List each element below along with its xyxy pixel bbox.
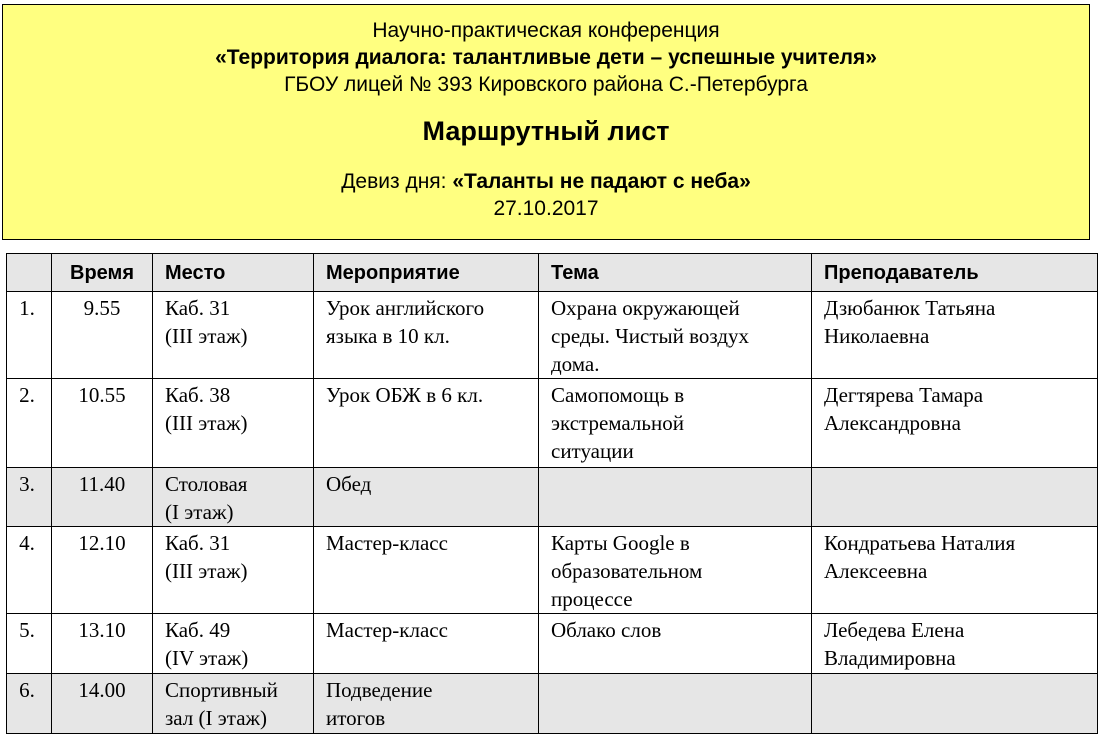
row-number: 4. bbox=[7, 527, 52, 614]
row-event-line: Мастер-класс bbox=[326, 531, 448, 555]
row-teacher-line: Алексеевна bbox=[824, 559, 928, 583]
row-place-line: Каб. 49 bbox=[165, 618, 231, 642]
row-event bbox=[314, 292, 539, 379]
row-event-line: Обед bbox=[326, 472, 372, 496]
row-event bbox=[314, 379, 539, 468]
row-topic-line: ситуации bbox=[551, 439, 634, 463]
row-topic bbox=[539, 379, 812, 468]
row-place-line: зал (I этаж) bbox=[165, 706, 268, 730]
row-time: 14.00 bbox=[52, 674, 153, 734]
table-header-row bbox=[7, 254, 1098, 292]
header-num bbox=[7, 254, 52, 292]
row-place-line: (III этаж) bbox=[165, 559, 248, 583]
row-place bbox=[153, 674, 314, 734]
table-row bbox=[7, 379, 1098, 468]
row-event-line: Подведение bbox=[326, 678, 433, 702]
row-event-line: Урок английского bbox=[326, 296, 485, 320]
row-topic-line: образовательном bbox=[551, 559, 703, 583]
row-topic bbox=[539, 674, 812, 734]
row-teacher bbox=[812, 292, 1098, 379]
header-time: Время bbox=[52, 254, 153, 292]
row-time: 10.55 bbox=[52, 379, 153, 468]
row-topic bbox=[539, 468, 812, 527]
row-place bbox=[153, 614, 314, 674]
row-teacher bbox=[812, 379, 1098, 468]
row-place bbox=[153, 527, 314, 614]
row-teacher-line: Дегтярева Тамара bbox=[824, 383, 984, 407]
table-row bbox=[7, 527, 1098, 614]
row-time: 12.10 bbox=[52, 527, 153, 614]
row-topic bbox=[539, 527, 812, 614]
row-event-line: Урок ОБЖ в 6 кл. bbox=[326, 383, 484, 407]
row-place-line: Каб. 31 bbox=[165, 531, 231, 555]
row-place-line: Спортивный bbox=[165, 678, 278, 702]
row-number: 3. bbox=[7, 468, 52, 527]
header-place: Место bbox=[153, 254, 314, 292]
row-number: 6. bbox=[7, 674, 52, 734]
conference-title: «Территория диалога: талантливые дети – успешные учителя» bbox=[215, 46, 877, 69]
row-place bbox=[153, 292, 314, 379]
row-topic-line: процессе bbox=[551, 587, 633, 611]
row-topic-line: дома. bbox=[551, 352, 600, 376]
row-place-line: (III этаж) bbox=[165, 324, 248, 348]
row-teacher bbox=[812, 614, 1098, 674]
row-time: 13.10 bbox=[52, 614, 153, 674]
row-topic-line: Карты Google в bbox=[551, 531, 690, 555]
row-teacher-line: Дзюбанюк Татьяна bbox=[824, 296, 996, 320]
row-event-line: Мастер-класс bbox=[326, 618, 448, 642]
row-event-line: итогов bbox=[326, 706, 386, 730]
row-time: 11.40 bbox=[52, 468, 153, 527]
row-teacher bbox=[812, 468, 1098, 527]
row-teacher-line: Лебедева Елена bbox=[824, 618, 965, 642]
row-place-line: (IV этаж) bbox=[165, 646, 249, 670]
row-topic bbox=[539, 614, 812, 674]
row-number: 2. bbox=[7, 379, 52, 468]
motto-label: Девиз дня: bbox=[341, 170, 453, 193]
row-place-line: Каб. 38 bbox=[165, 383, 231, 407]
conference-label: Научно-практическая конференция bbox=[372, 19, 720, 42]
row-teacher bbox=[812, 527, 1098, 614]
row-topic-line: Облако слов bbox=[551, 618, 662, 642]
row-teacher-line: Кондратьева Наталия bbox=[824, 531, 1016, 555]
row-event bbox=[314, 527, 539, 614]
event-date: 27.10.2017 bbox=[493, 197, 599, 220]
table-row bbox=[7, 292, 1098, 379]
row-place-line: Столовая bbox=[165, 472, 248, 496]
table-row bbox=[7, 674, 1098, 734]
conference-banner bbox=[2, 4, 1090, 240]
row-event bbox=[314, 468, 539, 527]
row-teacher-line: Николаевна bbox=[824, 324, 930, 348]
row-topic bbox=[539, 292, 812, 379]
row-topic-line: Охрана окружающей bbox=[551, 296, 740, 320]
page-title: Маршрутный лист bbox=[422, 116, 670, 146]
row-number: 5. bbox=[7, 614, 52, 674]
route-table bbox=[6, 253, 1098, 734]
route-table-body bbox=[7, 292, 1098, 734]
motto bbox=[3, 170, 1089, 194]
table-row bbox=[7, 468, 1098, 527]
row-teacher-line: Александровна bbox=[824, 411, 961, 435]
row-time: 9.55 bbox=[52, 292, 153, 379]
row-place-line: Каб. 31 bbox=[165, 296, 231, 320]
school-name: ГБОУ лицей № 393 Кировского района С.-Петербурга bbox=[284, 73, 808, 96]
row-place bbox=[153, 379, 314, 468]
table-row bbox=[7, 614, 1098, 674]
row-place-line: (I этаж) bbox=[165, 500, 234, 524]
row-event bbox=[314, 674, 539, 734]
row-topic-line: среды. Чистый воздух bbox=[551, 324, 750, 348]
row-event-line: языка в 10 кл. bbox=[326, 324, 450, 348]
row-place bbox=[153, 468, 314, 527]
row-event bbox=[314, 614, 539, 674]
header-topic: Тема bbox=[539, 254, 812, 292]
row-topic-line: экстремальной bbox=[551, 411, 684, 435]
row-topic-line: Самопомощь в bbox=[551, 383, 685, 407]
row-teacher-line: Владимировна bbox=[824, 646, 956, 670]
row-teacher bbox=[812, 674, 1098, 734]
row-number: 1. bbox=[7, 292, 52, 379]
header-event: Мероприятие bbox=[314, 254, 539, 292]
row-place-line: (III этаж) bbox=[165, 411, 248, 435]
motto-text: «Таланты не падают с неба» bbox=[452, 170, 751, 193]
header-teacher: Преподаватель bbox=[812, 254, 1098, 292]
